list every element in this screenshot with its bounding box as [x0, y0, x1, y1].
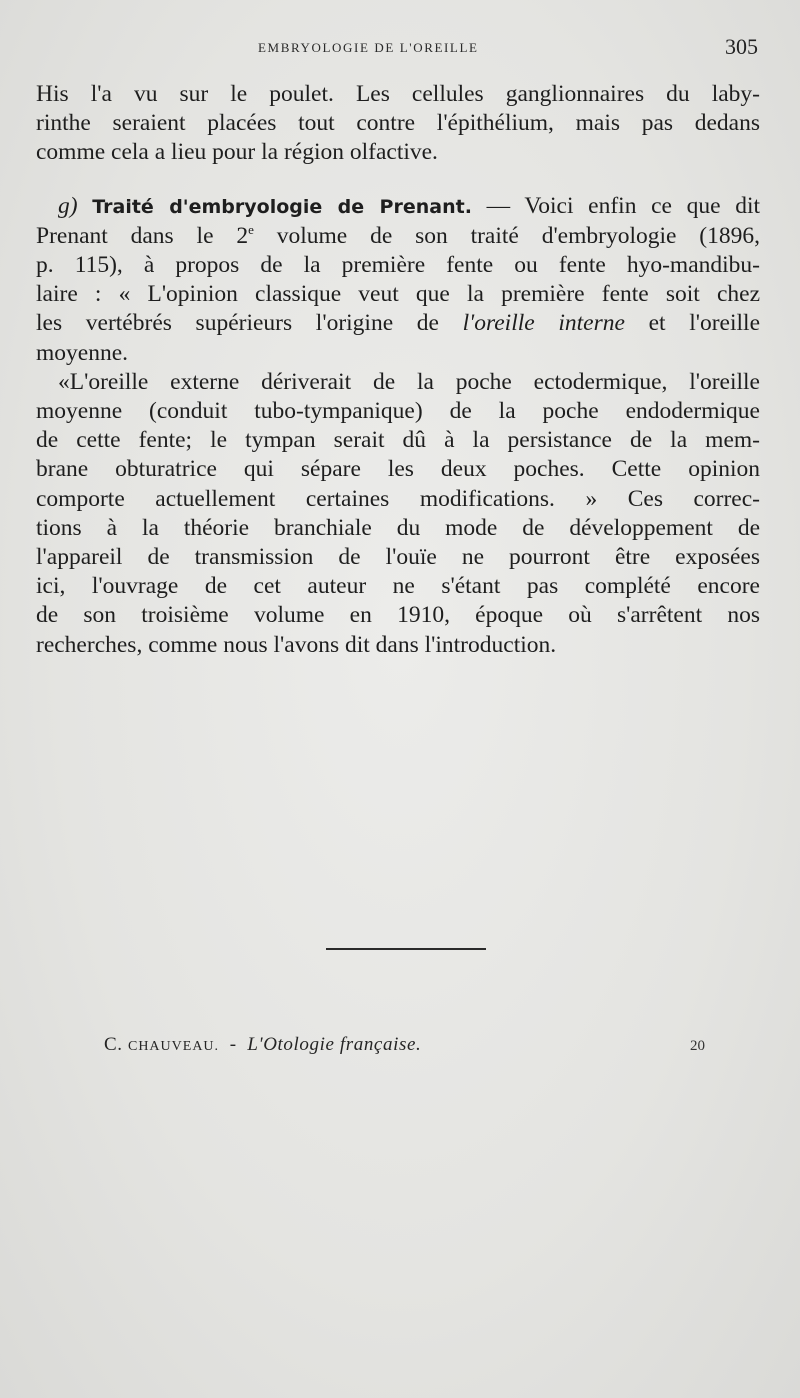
text-line: His l'a vu sur le poulet. Les cellules ganglionnaires du laby-: [36, 81, 760, 107]
text-line: de son troisième volume en 1910, époque où s'arrêtent nos: [36, 602, 760, 629]
paragraph-1: [36, 80, 760, 168]
running-title: EMBRYOLOGIE DE L'OREILLE: [258, 40, 479, 55]
text-line: laire : « L'opinion classique veut que la première fente soit chez: [36, 281, 760, 308]
body-text: [36, 80, 760, 660]
text-line: les vertébrés supérieurs l'origine de l'oreille interne et l'oreille: [36, 310, 761, 337]
text-line: recherches, comme nous l'avons dit dans l'introduction.: [36, 631, 557, 658]
superscript: e: [248, 221, 254, 237]
text-line: comme cela a lieu pour la région olfactive.: [36, 139, 438, 166]
text-line: [36, 192, 760, 222]
author-name: CHAUVEAU.: [127, 1039, 220, 1054]
page-footer: [0, 1034, 800, 1074]
footer-credit: C. CHAUVEAU. - L'Otologie française.: [104, 1034, 422, 1055]
section-end-rule: [326, 948, 486, 950]
text-line: rinthe seraient placées tout contre l'épithélium, mais pas dedans: [36, 110, 760, 137]
running-head: [0, 36, 800, 66]
text-line: de cette fente; le tympan serait dû à la persistance de la mem-: [36, 427, 760, 454]
page-number: 305: [725, 34, 758, 59]
text-line: comporte actuellement certaines modifications. » Ces correc-: [36, 485, 760, 512]
text-line: l'appareil de transmission de l'ouïe ne pourront être exposées: [36, 544, 760, 571]
paragraph-2: [36, 192, 760, 368]
text-line: «L'oreille externe dériverait de la poche ectodermique, l'oreille: [58, 368, 760, 395]
book-title: L'Otologie française.: [247, 1034, 422, 1055]
text-run: — Voici enfin ce que dit: [486, 192, 761, 219]
section-heading: Traité d'embryologie de Prenant.: [92, 195, 472, 218]
text-line: moyenne.: [36, 339, 129, 366]
text-line: ici, l'ouvrage de cet auteur ne s'étant pas complété encore: [36, 573, 760, 600]
text-line: p. 115), à propos de la première fente ou fente hyo-mandibu-: [36, 252, 760, 279]
text-line: Prenant dans le 2e volume de son traité d'embryologie (1896,: [36, 221, 760, 249]
text-line: brane obturatrice qui sépare les deux poches. Cette opinion: [36, 456, 760, 483]
italic-term: l'oreille interne: [462, 310, 625, 337]
text-line: moyenne (conduit tubo-tympanique) de la poche endodermique: [36, 398, 760, 425]
text-line: tions à la théorie branchiale du mode de développement de: [36, 514, 760, 541]
section-label: g): [58, 192, 78, 219]
paragraph-3: [36, 368, 760, 660]
signature-mark: 20: [690, 1038, 705, 1054]
